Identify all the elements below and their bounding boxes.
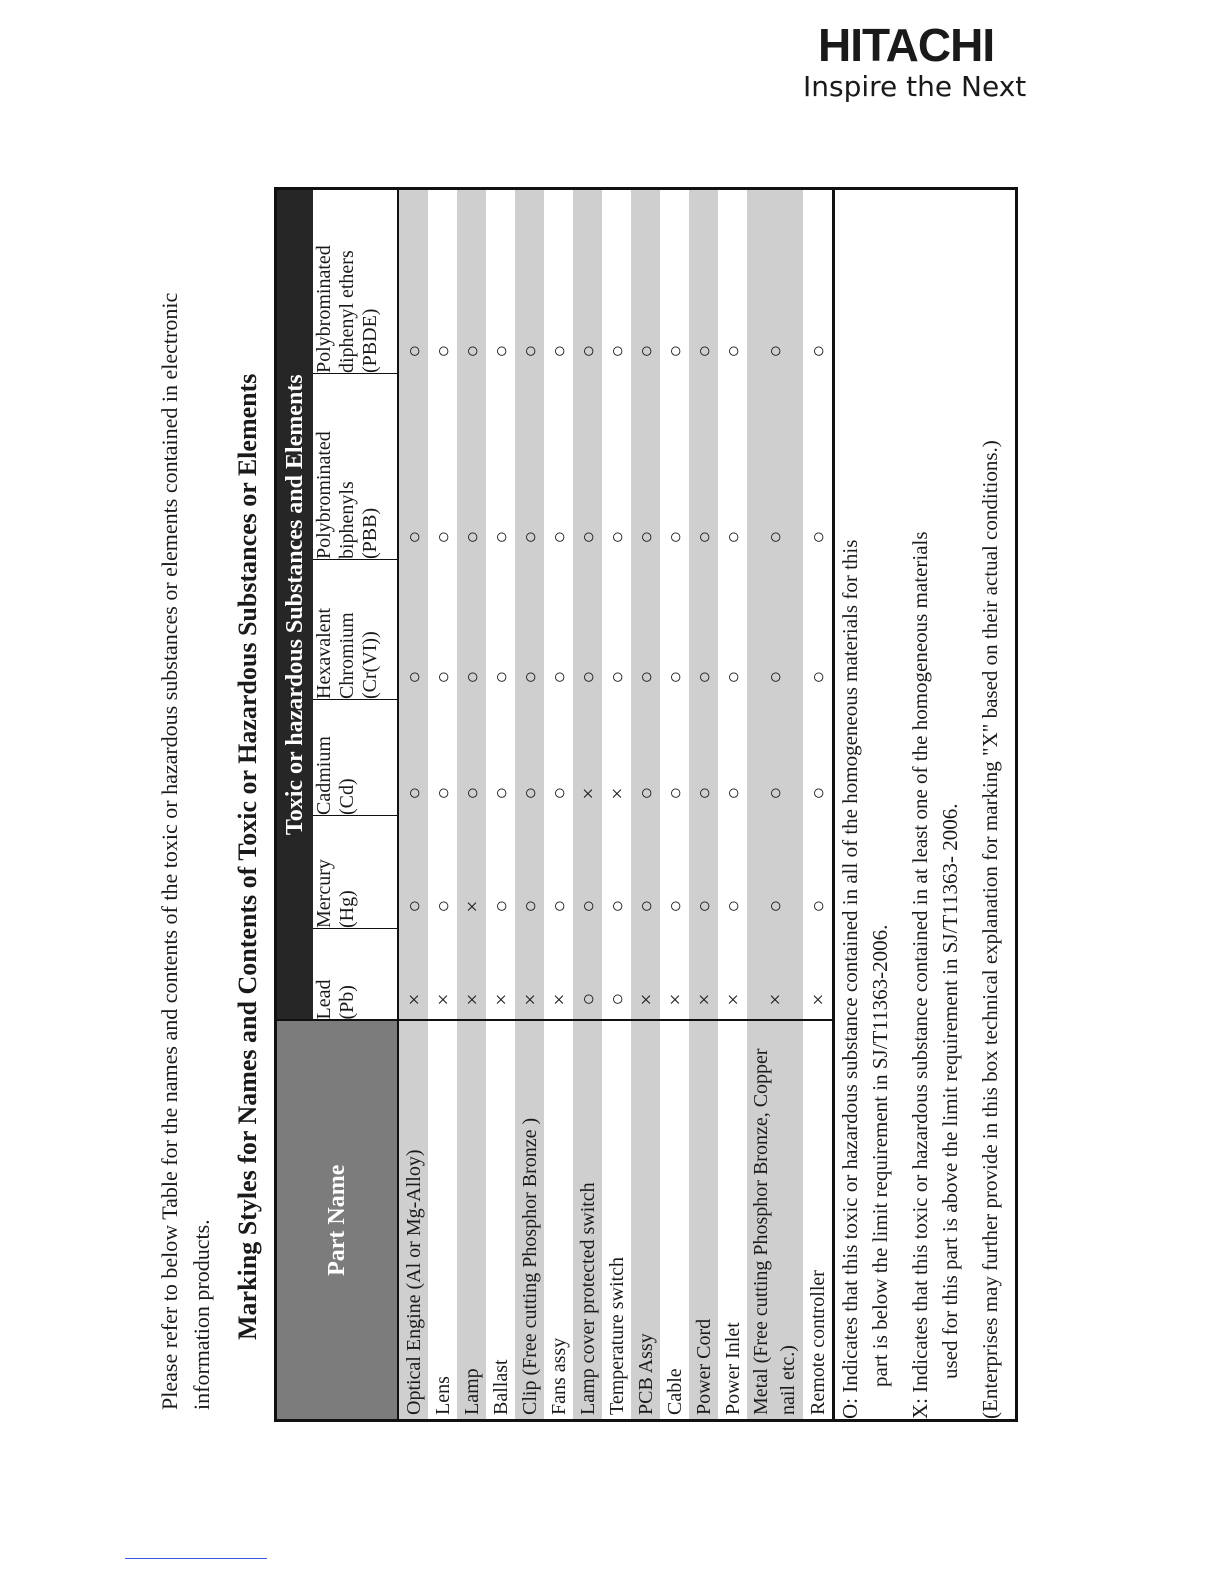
table-row bbox=[398, 188, 428, 1420]
mark-cell: × bbox=[747, 929, 803, 1021]
mark-cell: ○ bbox=[546, 530, 571, 544]
mark-cell: ○ bbox=[720, 530, 745, 544]
mark-cell: ○ bbox=[488, 786, 513, 800]
mark-cell: ○ bbox=[604, 899, 629, 913]
part-name-cell: Optical Engine (Al or Mg-Alloy) bbox=[398, 1021, 428, 1421]
part-name-cell: Lamp cover protected switch bbox=[573, 1021, 602, 1421]
substance-header bbox=[313, 816, 398, 929]
mark-cell: ○ bbox=[430, 344, 455, 358]
part-name-cell: Temperature switch bbox=[602, 1021, 631, 1421]
note-o-line1: O: Indicates that this toxic or hazardous substance contained in all of the homogeneous materials for this bbox=[838, 539, 862, 1419]
logo-brand: HITACHI bbox=[818, 19, 995, 71]
mark-cell: ○ bbox=[515, 188, 544, 373]
part-name-cell: Fans assy bbox=[544, 1021, 573, 1421]
table-row bbox=[747, 188, 803, 1420]
mark-cell: × bbox=[604, 787, 629, 800]
mark-cell: ○ bbox=[457, 560, 486, 700]
mark-cell: ○ bbox=[457, 374, 486, 560]
table-row bbox=[457, 188, 486, 1420]
mark-cell: × bbox=[631, 929, 660, 1021]
mark-cell: ○ bbox=[546, 344, 571, 358]
hitachi-logo bbox=[800, 19, 1060, 103]
table-row bbox=[602, 188, 631, 1420]
mark-cell: ○ bbox=[720, 899, 745, 913]
substance-header-line: diphenyl ethers bbox=[336, 250, 358, 373]
note-x bbox=[905, 190, 965, 1419]
mark-cell: ○ bbox=[457, 700, 486, 816]
mark-cell: ○ bbox=[689, 374, 718, 560]
mark-cell: ○ bbox=[803, 374, 834, 560]
mark-cell: × bbox=[488, 993, 513, 1006]
substance-header-line: Chromium bbox=[336, 612, 358, 699]
substance-header-line: (Hg) bbox=[336, 890, 358, 928]
mark-cell: × bbox=[720, 993, 745, 1006]
mark-cell: ○ bbox=[488, 530, 513, 544]
mark-cell: ○ bbox=[631, 560, 660, 700]
mark-cell: ○ bbox=[515, 700, 544, 816]
mark-cell: ○ bbox=[604, 670, 629, 684]
footer-rule bbox=[125, 1558, 267, 1559]
part-name-cell: Cable bbox=[660, 1021, 689, 1421]
mark-cell: ○ bbox=[573, 560, 602, 700]
intro-text: Please refer to below Table for the names and contents of the toxic or hazardous substances or elements contained in electronic information products. bbox=[157, 292, 214, 1410]
mark-cell: ○ bbox=[720, 786, 745, 800]
substance-header bbox=[313, 700, 398, 816]
part-name-header: Part Name bbox=[276, 1021, 399, 1421]
mark-cell: ○ bbox=[430, 530, 455, 544]
substance-header-line: biphenyls bbox=[336, 481, 358, 559]
part-name-cell: Lamp bbox=[457, 1021, 486, 1421]
mark-cell: × bbox=[457, 816, 486, 929]
mark-cell: ○ bbox=[398, 374, 428, 560]
mark-cell: ○ bbox=[430, 670, 455, 684]
note-extra: (Enterprises may further provide in this box technical explanation for marking "X" based on their actual conditions.) bbox=[978, 440, 1002, 1419]
mark-cell: × bbox=[573, 700, 602, 816]
substance-header-line: (Cd) bbox=[336, 778, 358, 815]
mark-cell: ○ bbox=[689, 188, 718, 373]
note-x-line2: used for this part is above the limit requirement in SJ/T11363- 2006. bbox=[938, 803, 962, 1379]
rotated-content bbox=[150, 190, 1030, 1430]
mark-cell: ○ bbox=[398, 560, 428, 700]
mark-cell: × bbox=[803, 929, 834, 1021]
mark-cell: ○ bbox=[747, 374, 803, 560]
mark-cell: ○ bbox=[604, 992, 629, 1006]
part-name-cell: Ballast bbox=[486, 1021, 515, 1421]
substance-header bbox=[313, 560, 398, 700]
part-name-cell: Power Cord bbox=[689, 1021, 718, 1421]
mark-cell: ○ bbox=[720, 344, 745, 358]
substance-header-line: Polybrominated bbox=[313, 245, 335, 373]
mark-cell: × bbox=[398, 929, 428, 1021]
mark-cell: ○ bbox=[631, 374, 660, 560]
mark-cell: ○ bbox=[398, 816, 428, 929]
table-row bbox=[486, 188, 515, 1420]
mark-cell: ○ bbox=[573, 816, 602, 929]
part-name-cell: Remote controller bbox=[803, 1021, 834, 1421]
mark-cell: ○ bbox=[689, 816, 718, 929]
part-name-cell: Power Inlet bbox=[718, 1021, 747, 1421]
mark-cell: ○ bbox=[398, 188, 428, 373]
mark-cell: ○ bbox=[488, 344, 513, 358]
notes-cell bbox=[834, 188, 1017, 1420]
table-row bbox=[428, 188, 457, 1420]
mark-cell: ○ bbox=[515, 816, 544, 929]
part-name-cell: PCB Assy bbox=[631, 1021, 660, 1421]
part-name-cell: Lens bbox=[428, 1021, 457, 1421]
mark-cell: ○ bbox=[689, 560, 718, 700]
mark-cell: ○ bbox=[803, 816, 834, 929]
mark-cell: ○ bbox=[398, 700, 428, 816]
mark-cell: ○ bbox=[662, 530, 687, 544]
mark-cell: ○ bbox=[573, 929, 602, 1021]
note-x-line1: X: Indicates that this toxic or hazardous substance contained in at least one of the homogeneous materials bbox=[908, 531, 932, 1419]
substance-header-line: (PBDE) bbox=[359, 308, 381, 373]
table-row bbox=[573, 188, 602, 1420]
mark-cell: ○ bbox=[662, 786, 687, 800]
substance-header-line: Cadmium bbox=[313, 736, 335, 815]
mark-cell: ○ bbox=[747, 188, 803, 373]
mark-cell: ○ bbox=[573, 374, 602, 560]
mark-cell: ○ bbox=[546, 670, 571, 684]
substances-group-header: Toxic or hazardous Substances and Elements bbox=[276, 188, 314, 1020]
table-row bbox=[803, 188, 834, 1420]
substance-header-line: Mercury bbox=[313, 859, 335, 928]
notes-row bbox=[834, 188, 1017, 1420]
mark-cell: ○ bbox=[457, 188, 486, 373]
table-row bbox=[544, 188, 573, 1420]
note-o bbox=[835, 190, 895, 1419]
table-body bbox=[398, 188, 1017, 1420]
mark-cell: ○ bbox=[803, 560, 834, 700]
mark-cell: ○ bbox=[803, 700, 834, 816]
substance-header-line: (PBB) bbox=[359, 507, 381, 559]
substance-header-line: Hexavalent bbox=[313, 607, 335, 699]
substance-header bbox=[313, 374, 398, 560]
mark-cell: ○ bbox=[631, 188, 660, 373]
part-name-cell: Clip (Free cutting Phosphor Bronze ) bbox=[515, 1021, 544, 1421]
substance-header-line: (Cr(VI)) bbox=[359, 631, 381, 699]
mark-cell: ○ bbox=[631, 700, 660, 816]
part-name-cell: Metal (Free cutting Phosphor Bronze, Copper nail etc.) bbox=[747, 1021, 803, 1421]
mark-cell: × bbox=[457, 929, 486, 1021]
mark-cell: ○ bbox=[747, 816, 803, 929]
mark-cell: × bbox=[662, 993, 687, 1006]
mark-cell: ○ bbox=[662, 899, 687, 913]
mark-cell: ○ bbox=[747, 700, 803, 816]
mark-cell: ○ bbox=[803, 188, 834, 373]
table-heading: Marking Styles for Names and Contents of Toxic or Hazardous Substances or Elements bbox=[233, 373, 262, 1340]
mark-cell: × bbox=[515, 929, 544, 1021]
substance-header-line: (Pb) bbox=[336, 985, 358, 1020]
mark-cell: × bbox=[430, 993, 455, 1006]
substances-table bbox=[274, 187, 1018, 1422]
mark-cell: ○ bbox=[631, 816, 660, 929]
table-row bbox=[689, 188, 718, 1420]
substance-header bbox=[313, 929, 398, 1021]
table-row bbox=[660, 188, 689, 1420]
mark-cell: ○ bbox=[573, 188, 602, 373]
note-o-line2: part is below the limit requirement in SJ/T11363-2006. bbox=[868, 924, 892, 1387]
mark-cell: ○ bbox=[662, 344, 687, 358]
mark-cell: ○ bbox=[720, 670, 745, 684]
mark-cell: ○ bbox=[604, 344, 629, 358]
mark-cell: ○ bbox=[488, 899, 513, 913]
mark-cell: ○ bbox=[546, 786, 571, 800]
mark-cell: × bbox=[546, 993, 571, 1006]
mark-cell: ○ bbox=[689, 700, 718, 816]
mark-cell: ○ bbox=[430, 786, 455, 800]
mark-cell: ○ bbox=[747, 560, 803, 700]
mark-cell: ○ bbox=[604, 530, 629, 544]
table-row bbox=[631, 188, 660, 1420]
substance-header-line: Lead bbox=[313, 979, 335, 1020]
substance-header bbox=[313, 188, 398, 373]
mark-cell: ○ bbox=[515, 560, 544, 700]
mark-cell: ○ bbox=[488, 670, 513, 684]
mark-cell: × bbox=[689, 929, 718, 1021]
table-row bbox=[515, 188, 544, 1420]
mark-cell: ○ bbox=[430, 899, 455, 913]
logo-tagline: Inspire the Next bbox=[803, 70, 1027, 103]
mark-cell: ○ bbox=[546, 899, 571, 913]
mark-cell: ○ bbox=[662, 670, 687, 684]
table-row bbox=[718, 188, 747, 1420]
substance-header-line: Polybrominated bbox=[313, 431, 335, 559]
mark-cell: ○ bbox=[515, 374, 544, 560]
